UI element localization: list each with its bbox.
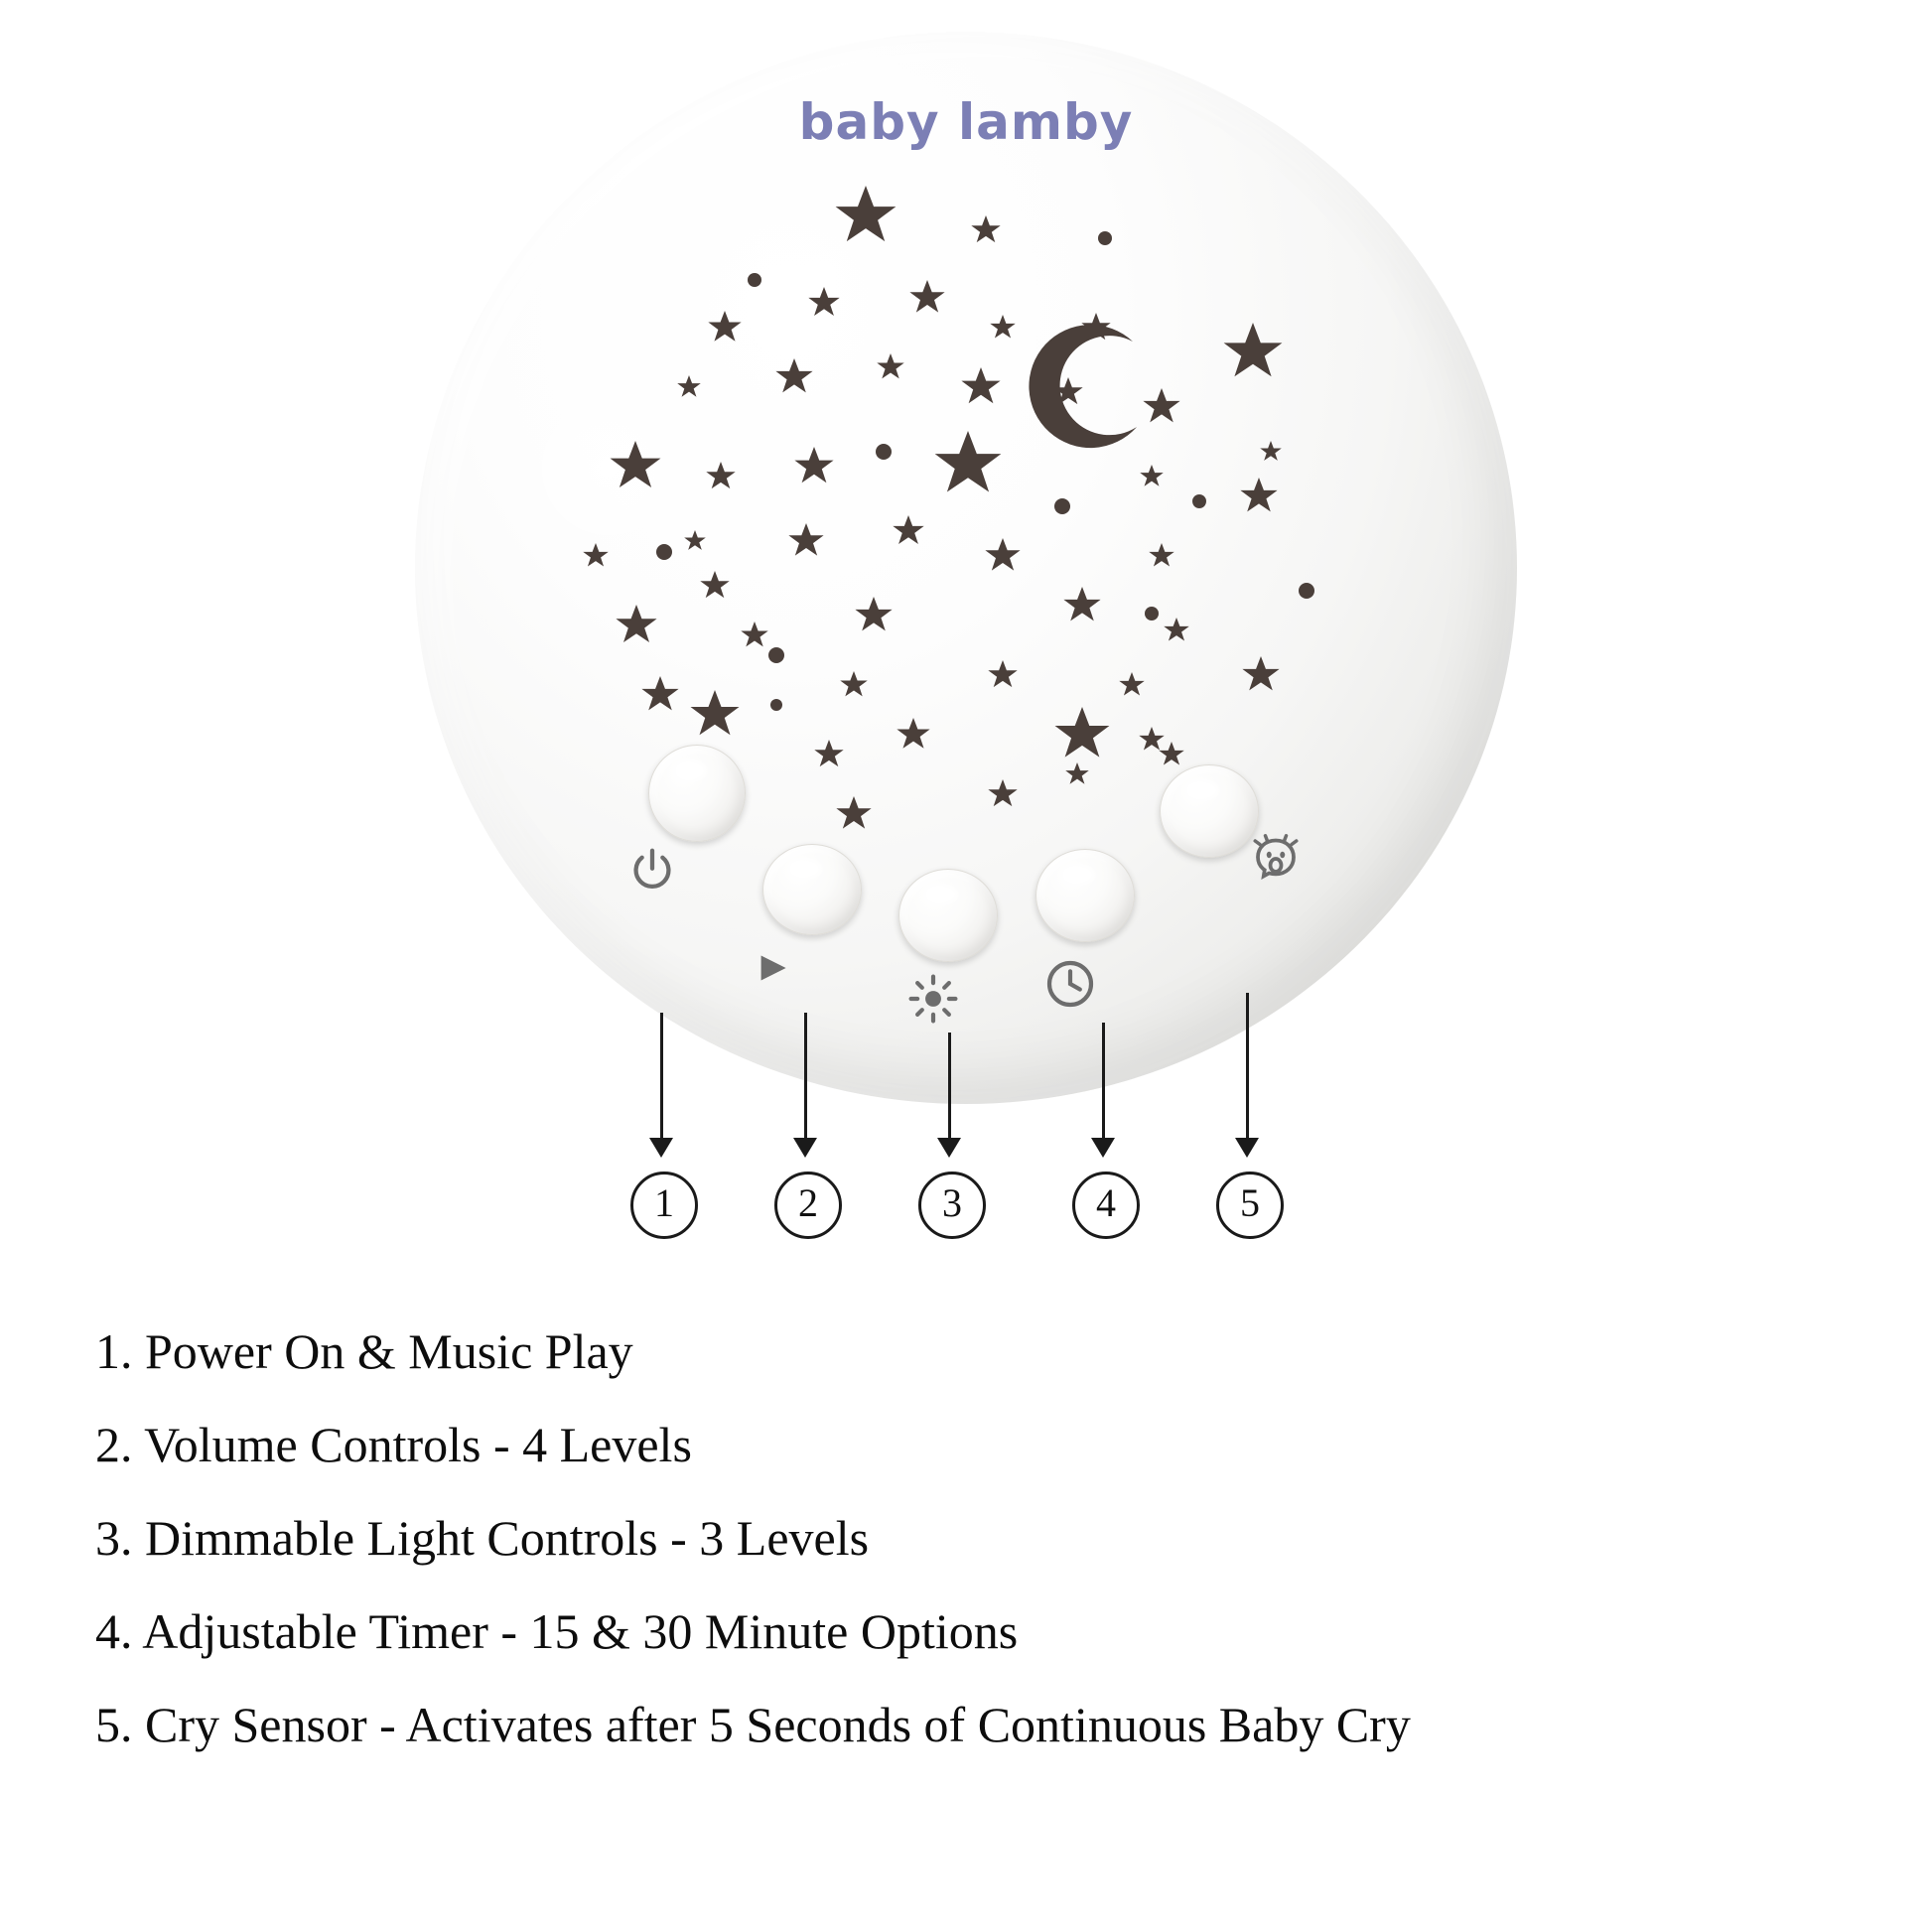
callout-line-1 [660,1013,663,1142]
button-glint [1185,780,1218,800]
callout-number-2: 2 [774,1172,842,1239]
callout-line-2 [804,1013,807,1142]
callout-line-3 [948,1033,951,1142]
power-icon [625,844,679,897]
callout-arrow-2 [793,1138,817,1158]
legend-item: 4. Adjustable Timer - 15 & 30 Minute Options [95,1603,1019,1659]
callout-number-3: 3 [918,1172,986,1239]
feature-legend [95,1323,1882,1793]
legend-item: 5. Cry Sensor - Activates after 5 Seconds of Continuous Baby Cry [95,1697,1411,1752]
volume-button[interactable] [762,844,862,935]
light-button[interactable] [898,869,998,962]
brand-logo: baby lamby [798,93,1134,151]
button-glint [674,760,707,781]
cry-sensor-button[interactable] [1160,764,1259,858]
crying-baby-icon [1246,832,1306,892]
timer-button[interactable] [1035,849,1135,942]
callout-arrow-5 [1235,1138,1259,1158]
dome-glow-top [733,220,901,340]
legend-item: 1. Power On & Music Play [95,1323,633,1379]
callout-line-5 [1246,993,1249,1142]
button-glint [788,859,821,879]
legend-item: 2. Volume Controls - 4 Levels [95,1417,692,1472]
callout-number-4: 4 [1072,1172,1140,1239]
callout-number-1: 1 [630,1172,698,1239]
callout-arrow-4 [1091,1138,1115,1158]
dome-glow-left [514,399,703,538]
callout-arrow-1 [649,1138,673,1158]
clock-timer-icon [1042,956,1098,1012]
power-button[interactable] [648,745,746,842]
button-glint [1061,865,1094,885]
play-triangle-icon [747,943,796,993]
button-glint [924,885,957,904]
brightness-sun-icon [905,971,961,1027]
callout-line-4 [1102,1023,1105,1142]
callout-number-5: 5 [1216,1172,1284,1239]
legend-item: 3. Dimmable Light Controls - 3 Levels [95,1510,870,1566]
callout-arrow-3 [937,1138,961,1158]
